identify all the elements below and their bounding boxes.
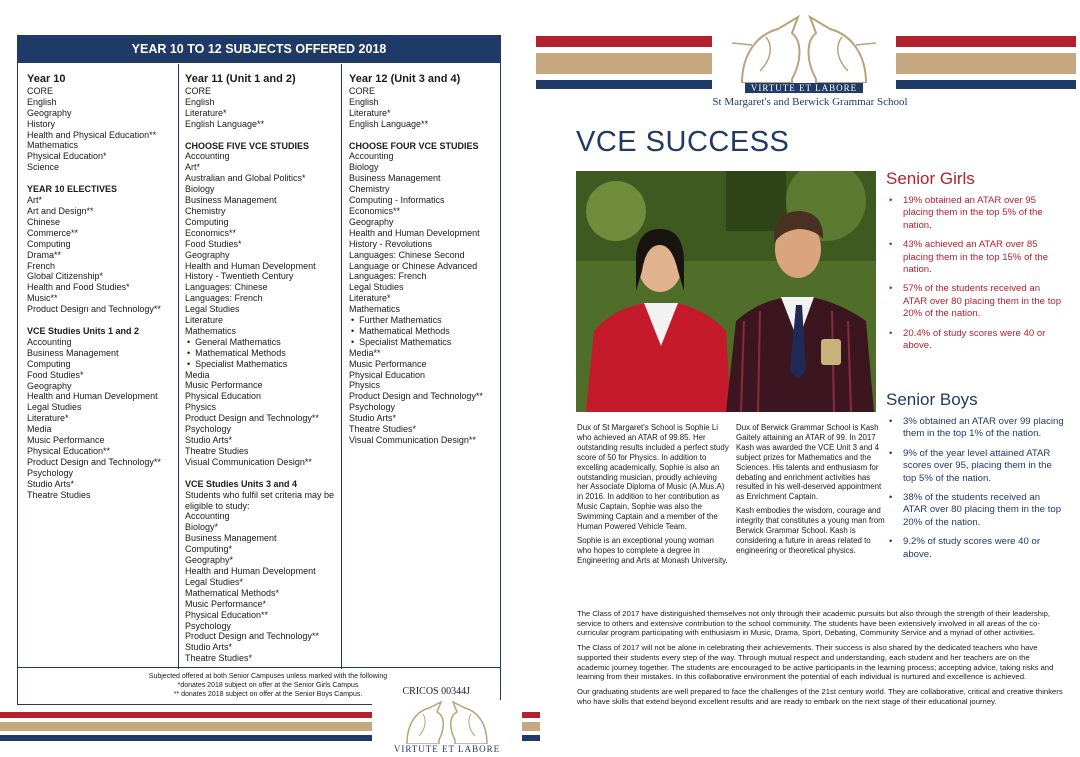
list-item: • Mathematical Methods [349,326,499,337]
footnote [118,672,418,699]
list-item: Music Performance [27,435,105,446]
list-item: Chemistry [185,205,226,216]
list-item: Legal Studies* [185,576,244,587]
units34-list [185,511,340,664]
list-item: Business Management [185,533,277,544]
list-item: Physical Education [185,391,262,402]
list-item: • 3% obtained an ATAR over 99 placing them in the top 1% of the nation. [886,416,1066,441]
list-item: History - Revolutions [349,238,433,249]
list-item: Languages: French [185,293,263,304]
list-item: Legal Studies [185,304,240,315]
year10-heading: Year 10 [27,73,66,85]
list-item: English Language** [349,118,429,129]
list-item: Health and Physical Education** [27,129,157,140]
list-item: Chinese [27,216,61,227]
list-item: Geography [27,107,72,118]
year11-choose-list-2 [185,370,340,468]
list-item: Drama** [27,249,62,260]
list-item: Chemistry [349,184,390,195]
list-item: • 43% achieved an ATAR over 85 placing them in the top 15% of the nation. [886,239,1066,276]
list-item: Mathematics [349,304,401,315]
list-item: Food Studies* [27,369,84,380]
year10-electives-list [27,195,177,315]
list-item: Theatre Studies [185,445,249,456]
column-divider [178,64,179,669]
school-name: St Margaret's and Berwick Grammar School [712,96,908,108]
year12-column [349,74,499,446]
list-item: Psychology [185,620,232,631]
vce12-list [27,337,177,501]
list-item: Literature [185,315,224,326]
year11-choose-list [185,151,340,336]
list-item: Business Management [349,173,441,184]
list-item: Computing [185,216,229,227]
units34-intro: Students who fulfil set criteria may be eligible to study: [185,489,335,511]
summary-paragraph: Our graduating students are well prepared to face the challenges of the 21st century world. They are collaborative, critical and creative thinkers who have skills that extend beyond excellent results and are ready to embark on the next stage of their educational journey. [577,686,1063,706]
list-item: Psychology [349,402,396,413]
cricos-code: CRICOS 00344J [402,686,470,697]
list-item: Product Design and Technology** [185,413,319,424]
list-item: Economics** [349,205,401,216]
year12-core-list [349,86,499,130]
list-item: Art* [185,162,201,173]
list-item: Biology [185,184,215,195]
year10-core-list [27,86,177,173]
list-item: CORE [185,85,212,96]
year12-choose-heading: CHOOSE FOUR VCE STUDIES [349,140,479,151]
list-item: Studio Arts* [349,413,397,424]
list-item: • Specialist Mathematics [349,337,499,348]
dux-girl-paragraph: Sophie is an exceptional young woman who hopes to complete a degree in Engineering and Arts at Monash University. [577,535,728,565]
top-crest [712,15,896,107]
list-item: • 9.2% of study scores were 40 or above. [886,536,1066,561]
list-item: Physics [349,380,381,391]
list-item: Accounting [27,336,72,347]
right-page [540,0,1080,757]
list-item: Science [27,162,60,173]
list-item: Psychology [185,424,232,435]
list-item: Commerce** [27,227,79,238]
list-item: • Specialist Mathematics [185,359,340,370]
list-item: Global Citizenship* [27,271,104,282]
list-item: Computing* [185,544,233,555]
list-item: Theatre Studies [27,489,91,500]
senior-boys-heading: Senior Boys [886,390,978,409]
list-item: Health and Human Development [185,260,316,271]
year11-math-list [185,337,340,370]
list-item: • 38% of the students received an ATAR over 80 placing them in the top 20% of the nation. [886,492,1066,529]
list-item: • Mathematical Methods [185,348,340,359]
list-item: Computing [27,358,71,369]
list-item: English Language** [185,118,265,129]
list-item: History [27,118,56,129]
list-item: Economics** [185,227,237,238]
list-item: Australian and Global Politics* [185,173,306,184]
list-item: Visual Communication Design** [349,435,476,445]
unicorn-crest-icon [712,15,896,83]
list-item: • General Mathematics [185,337,340,348]
unicorn-crest-icon [387,700,507,744]
footnote-line: *donates 2018 subject on offer at the Senior Girls Campus [177,682,359,689]
list-item: Accounting [349,151,394,162]
list-item: Computing - Informatics [349,195,445,206]
list-item: Geography* [185,555,234,566]
list-item: History - Twentieth Century [185,271,294,282]
list-item: Product Design and Technology** [27,456,161,467]
list-item: Media [185,369,210,380]
list-item: Media [27,424,52,435]
list-item: • 20.4% of study scores were 40 or above. [886,328,1066,353]
year12-heading: Year 12 (Unit 3 and 4) [349,73,461,85]
list-item: Product Design and Technology** [27,304,161,315]
list-item: Studio Arts* [27,478,75,489]
senior-girls-heading: Senior Girls [886,169,975,188]
list-item: • Further Mathematics [349,315,499,326]
list-item: Physical Education** [185,609,269,620]
footnote-line: ** donates 2018 subject on offer at the Senior Boys Campus. [173,691,363,698]
top-motto: VIRTUTE ET LABORE [745,83,863,93]
list-item: Theatre Studies* [185,653,253,664]
list-item: Biology* [185,522,219,533]
list-item: CORE [27,85,54,96]
list-item: • 19% obtained an ATAR over 95 placing them in the top 5% of the nation. [886,195,1066,232]
list-item: Food Studies* [185,238,242,249]
year10-column [27,74,177,501]
units34-heading: VCE Studies Units 3 and 4 [185,478,298,489]
list-item: Languages: Chinese Second Language or Chinese Advanced [349,249,478,271]
list-item: Health and Human Development [349,227,480,238]
list-item: Art* [27,195,43,206]
list-item: Theatre Studies* [349,424,417,435]
list-item: Psychology [27,467,74,478]
list-item: Physical Education** [27,446,111,456]
list-item: English [349,96,379,107]
list-item: Literature* [349,293,391,304]
list-item: Music Performance* [185,598,267,609]
year12-math-list [349,315,499,348]
year11-core-list [185,86,340,130]
list-item: Physical Education* [27,151,107,162]
list-item: Mathematics [27,140,79,151]
list-item: Health and Human Development [185,565,316,576]
list-item: Media** [349,347,381,358]
list-item: • 57% of the students received an ATAR over 80 placing them in the top 20% of the nation. [886,283,1066,320]
list-item: Literature* [27,413,69,424]
list-item: Health and Food Studies* [27,282,130,293]
list-item: Legal Studies [27,402,82,413]
year10-electives-heading: YEAR 10 ELECTIVES [27,184,118,195]
list-item: Physical Education [349,369,426,380]
list-item: Music Performance [185,380,263,391]
list-item: French [27,260,56,271]
list-item: Product Design and Technology** [185,631,319,642]
list-item: Art and Design** [27,205,94,216]
bottom-crest [372,700,522,757]
subjects-header: YEAR 10 TO 12 SUBJECTS OFFERED 2018 [18,36,500,63]
dux-boy-paragraph: Dux of Berwick Grammar School is Kash Gaitely attaining an ATAR of 99. In 2017 Kash was awarded the VCE Unit 3 and 4 subject prizes for Mathematics and the Sciences. His talents and enthusiasm for debating and enrichment activities has resulted in his well-deserved appointment as Enrichment Captain. [736,423,882,502]
year11-choose-heading: CHOOSE FIVE VCE STUDIES [185,140,310,151]
list-item: Geography [27,380,72,391]
dux-girl-paragraph: Dux of St Margaret's School is Sophie Li who achieved an ATAR of 99.85. Her outstanding results included a perfect study score of 50 for Physics. In addition to excelling academically, Sophie is also an outstanding musician, proudly achieving her Associate Diploma of Music (A.Mus.A) in 2016. In addition to her contribution as Music Captain, Sophie was also the Swimming Captain and a member of the Human Powered Vehicle Team. [577,423,729,532]
list-item: Studio Arts* [185,642,233,653]
list-item: Physics [185,402,217,413]
list-item: Business Management [27,347,119,358]
list-item: Legal Studies [349,282,404,293]
list-item: Product Design and Technology** [349,391,483,402]
year12-choose-list-2 [349,348,499,446]
summary-paragraph: The Class of 2017 have distinguished themselves not only through their academic pursuits but also through the strength of their leadership, service to others and extensive contribution to the school community. The students have been extensively involved in all areas of the co-curricular program participating with enthusiasm in Music, Drama, Sport, Debating, Community Service and a myriad of other activities. [577,609,1051,638]
list-item: Computing [27,238,71,249]
list-item: Geography [349,216,394,227]
list-item: Languages: Chinese [185,282,268,293]
list-item: Accounting [185,511,230,522]
dux-boy-paragraph: Kash embodies the wisdom, courage and integrity that constitutes a young man from Berwick Grammar School. Kash is considering a future in areas related to engineering or theoretical physics. [736,506,885,555]
year11-column [185,74,340,664]
list-item: Geography [185,249,230,260]
list-item: Mathematical Methods* [185,587,280,598]
page-title: VCE SUCCESS [576,126,790,158]
subjects-box [17,35,501,705]
list-item: • 9% of the year level attained ATAR scores over 95, placing them in the top 5% of the nation. [886,448,1066,485]
list-item: Health and Human Development [27,391,158,402]
list-item: Biology [349,162,379,173]
year11-heading: Year 11 (Unit 1 and 2) [185,73,296,85]
list-item: Mathematics [185,325,237,336]
list-item: Literature* [185,107,227,118]
list-item: Visual Communication Design** [185,456,312,467]
vce12-heading: VCE Studies Units 1 and 2 [27,326,140,337]
list-item: English [27,96,57,107]
list-item: Music Performance [349,358,427,369]
year12-choose-list [349,151,499,315]
list-item: Studio Arts* [185,435,233,445]
list-item: Business Management [185,195,277,206]
bottom-motto: VIRTUTE ET LABORE [393,744,501,754]
list-item: English [185,96,215,107]
list-item: Music** [27,293,58,304]
list-item: Languages: French [349,271,427,282]
list-item: Accounting [185,151,230,162]
footnote-line: Subjected offered at both Senior Campuses unless marked with the following [148,673,388,680]
column-divider [341,64,342,669]
list-item: Literature* [349,107,391,118]
list-item: CORE [349,85,376,96]
summary-paragraph: The Class of 2017 will not be alone in celebrating their achievements. Their success is also shared by the dedicated teachers who have supported their students every step of the way. Through mutual respect and understanding, each student and her teachers are on the academic journey together. The students are encouraged to be active participants in the learning process; accepting advice, taking risks and learning from their mistakes. In this collaborative environment the potential of each individual is nurtured and excellence is achieved. [577,643,1054,682]
